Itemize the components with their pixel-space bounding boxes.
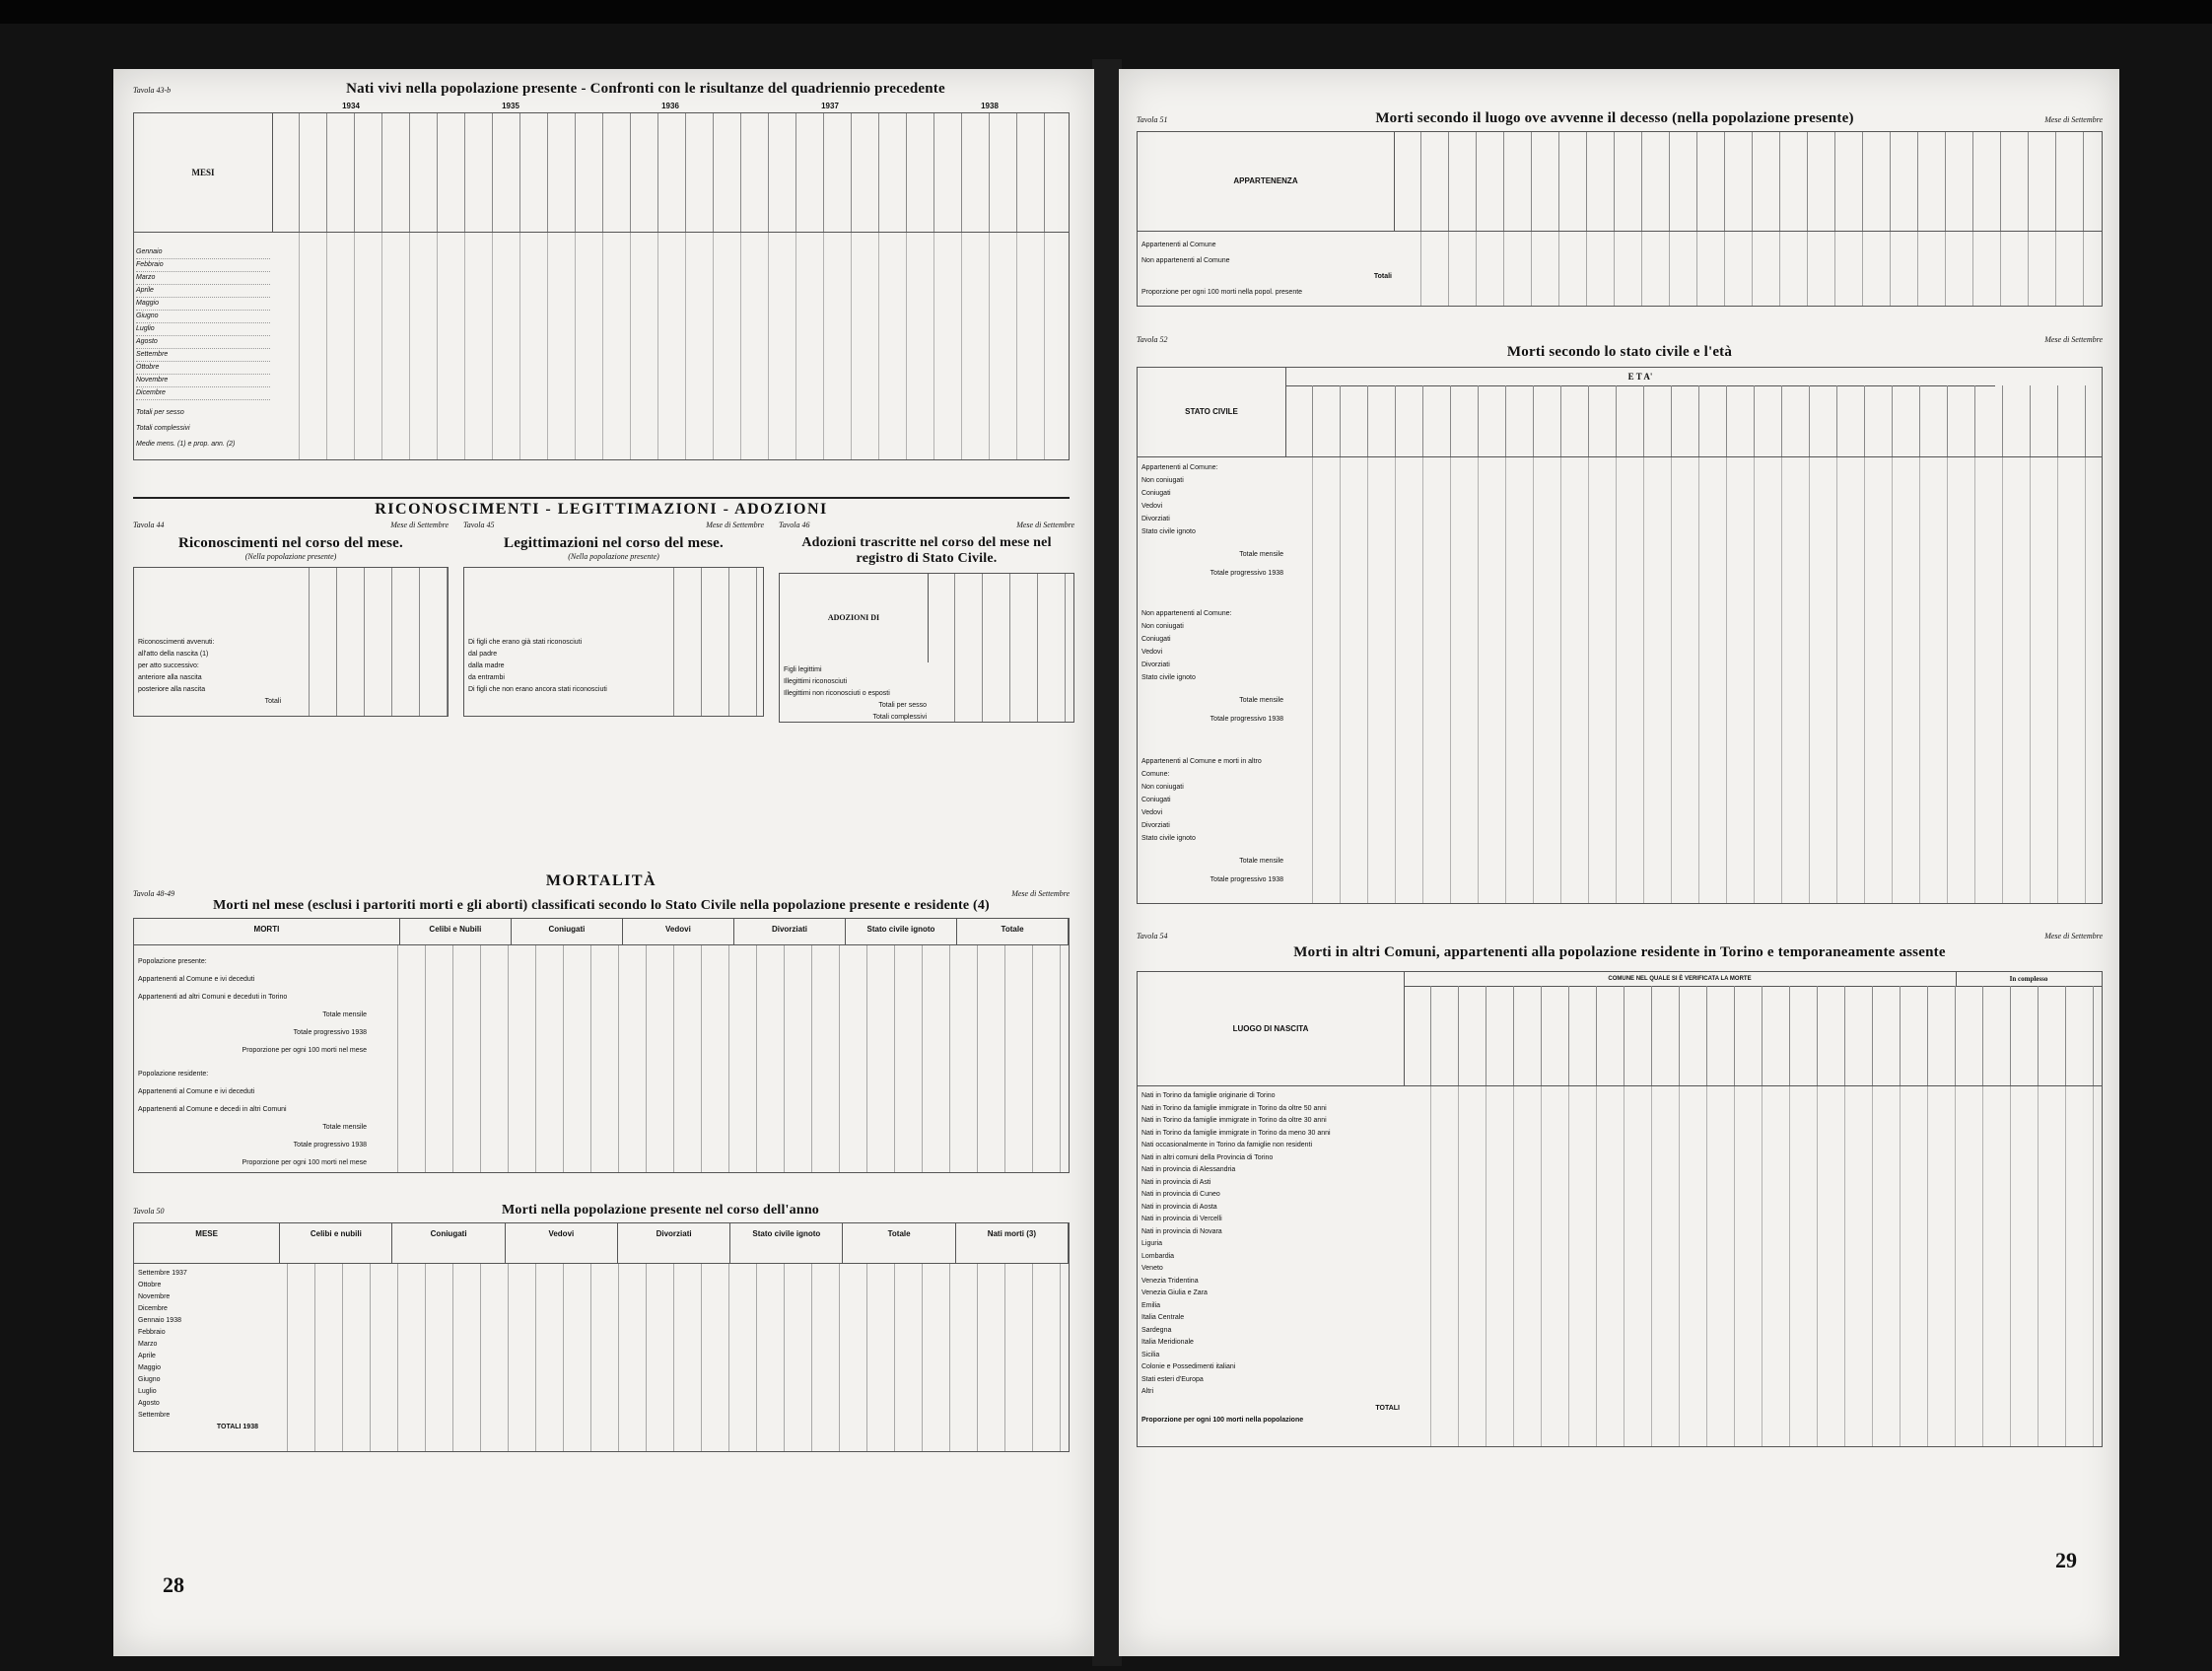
row-label: Nati in Torino da famiglie originarie di Torino bbox=[1141, 1092, 1276, 1099]
table-43b bbox=[133, 81, 1070, 460]
row-label: Non coniugati bbox=[1141, 623, 1184, 630]
row-labels bbox=[468, 637, 644, 696]
row-label: Totali bbox=[264, 698, 281, 705]
list-item: Marzo bbox=[138, 1341, 158, 1348]
col-head: Celibi e Nubili bbox=[400, 919, 512, 944]
row-label: Venezia Giulia e Zara bbox=[1141, 1289, 1208, 1296]
year-label: 1936 bbox=[661, 102, 679, 110]
row-label: Illegittimi non riconosciuti o esposti bbox=[784, 690, 890, 697]
table-54-body bbox=[1137, 1086, 2103, 1447]
table-48-49 bbox=[133, 889, 1070, 1173]
data-columns bbox=[1285, 457, 2102, 903]
list-item: Settembre bbox=[138, 1412, 171, 1419]
row-label: Totale progressivo 1938 bbox=[1210, 570, 1283, 577]
age-head: E T A' bbox=[1285, 368, 1995, 386]
table-title: Legittimazioni nel corso del mese. bbox=[503, 535, 724, 551]
list-item: Luglio bbox=[136, 323, 270, 336]
row-head: APPARTENENZA bbox=[1138, 132, 1395, 231]
list-item: Gennaio bbox=[136, 246, 270, 259]
row-label: Totale progressivo 1938 bbox=[1210, 716, 1283, 723]
table-52-body bbox=[1137, 457, 2103, 904]
year-label: 1935 bbox=[502, 102, 519, 110]
list-item: Giugno bbox=[138, 1376, 161, 1383]
row-label: Totali per sesso bbox=[878, 702, 927, 709]
table-subtitle: (Nella popolazione presente) bbox=[568, 552, 659, 561]
table-label: Tavola 43-b bbox=[133, 86, 172, 95]
row-label: Stato civile ignoto bbox=[1141, 674, 1196, 681]
year-label: 1938 bbox=[981, 102, 999, 110]
list-item: Maggio bbox=[138, 1364, 161, 1371]
row-label: Nati in provincia di Novara bbox=[1141, 1227, 1222, 1235]
row-head: MORTI bbox=[134, 919, 400, 944]
row-label: dalla madre bbox=[468, 662, 505, 669]
col-head: Nati morti (3) bbox=[956, 1223, 1069, 1263]
col-head: Stato civile ignoto bbox=[846, 919, 957, 944]
table-title: Adozioni trascritte nel corso del mese nel registro di Stato Civile. bbox=[801, 535, 1052, 566]
table-title: Morti secondo lo stato civile e l'età bbox=[1506, 344, 1733, 360]
row-label: Italia Centrale bbox=[1141, 1314, 1185, 1321]
year-label: 1937 bbox=[821, 102, 839, 110]
right-page bbox=[1119, 69, 2119, 1656]
row-label: Divorziati bbox=[1141, 822, 1170, 829]
table-45-body bbox=[463, 567, 764, 717]
row-label: Divorziati bbox=[1141, 516, 1170, 522]
list-item: Dicembre bbox=[136, 387, 270, 400]
row-label: Proporzione per ogni 100 morti nella popol. presente bbox=[1141, 289, 1303, 296]
row-label: Lombardia bbox=[1141, 1252, 1175, 1260]
list-item: Giugno bbox=[136, 311, 270, 323]
data-columns bbox=[647, 568, 763, 716]
table-51-body bbox=[1137, 232, 2103, 307]
row-label: posteriore alla nascita bbox=[138, 686, 206, 693]
row-label: Appartenenti ad altri Comuni e deceduti in Torino bbox=[138, 994, 288, 1001]
row-label: Coniugati bbox=[1141, 797, 1171, 803]
section-banner-mortalita: MORTALITÀ bbox=[545, 872, 657, 889]
group-c bbox=[1141, 755, 1283, 886]
row-label: Totale mensile bbox=[1239, 858, 1283, 865]
row-label: Proporzione per ogni 100 morti nel mese bbox=[242, 1159, 367, 1166]
data-columns bbox=[282, 568, 448, 716]
group-b bbox=[1141, 607, 1283, 726]
row-label: Illegittimi riconosciuti bbox=[784, 678, 848, 685]
table-44 bbox=[133, 521, 449, 717]
col-head: Vedovi bbox=[623, 919, 734, 944]
row-label: Sicilia bbox=[1141, 1351, 1160, 1358]
row-label: Stato civile ignoto bbox=[1141, 528, 1196, 535]
table-month: Mese di Settembre bbox=[706, 521, 764, 529]
row-label: da entrambi bbox=[468, 674, 505, 681]
rotated-header-columns bbox=[272, 113, 1069, 232]
table-46-body bbox=[779, 573, 1074, 723]
column-header-band bbox=[133, 1222, 1070, 1264]
row-label: Totale mensile bbox=[322, 1124, 367, 1131]
row-label: Nati in Torino da famiglie immigrate in Torino da meno 30 anni bbox=[1141, 1129, 1331, 1137]
row-label: Popolazione residente: bbox=[138, 1071, 209, 1078]
row-label: Nati in altri comuni della Provincia di Torino bbox=[1141, 1153, 1274, 1161]
table-month: Mese di Settembre bbox=[1016, 521, 1074, 529]
list-item: Settembre bbox=[136, 349, 270, 362]
table-44-body bbox=[133, 567, 449, 717]
table-48-49-body bbox=[133, 945, 1070, 1173]
col-head: Divorziati bbox=[734, 919, 846, 944]
list-item: Novembre bbox=[138, 1293, 171, 1300]
row-label: Altri bbox=[1141, 1388, 1154, 1395]
row-label: Totale mensile bbox=[1239, 551, 1283, 558]
table-title: Nati vivi nella popolazione presente - Confronti con le risultanze del quadriennio precedente bbox=[346, 81, 945, 97]
page-number: 28 bbox=[163, 1572, 184, 1597]
list-item: Aprile bbox=[136, 285, 270, 298]
table-label: Tavola 44 bbox=[133, 521, 165, 529]
row-label: Totali bbox=[1373, 273, 1392, 280]
table-54 bbox=[1137, 932, 2103, 1447]
row-labels-b bbox=[138, 1066, 367, 1172]
list-item: Febbraio bbox=[138, 1329, 166, 1336]
list-item: Agosto bbox=[136, 336, 270, 349]
total-label: Medie mens. (1) e prop. ann. (2) bbox=[136, 441, 236, 448]
table-title: Morti secondo il luogo ove avvenne il decesso (nella popolazione presente) bbox=[1375, 110, 1854, 126]
table-title: Morti in altri Comuni, appartenenti alla popolazione residente in Torino e temporaneamente assente bbox=[1293, 944, 1946, 960]
table-title: Riconoscimenti nel corso del mese. bbox=[177, 535, 403, 551]
list-item: Gennaio 1938 bbox=[138, 1317, 181, 1324]
table-label: Tavola 48-49 bbox=[133, 889, 175, 898]
data-columns bbox=[371, 945, 1069, 1172]
row-label: Figli legittimi bbox=[784, 666, 822, 673]
table-label: Tavola 51 bbox=[1137, 115, 1168, 124]
row-label: Colonie e Possedimenti italiani bbox=[1141, 1363, 1236, 1370]
column-header-band bbox=[1137, 367, 2103, 457]
row-label: Totale progressivo 1938 bbox=[293, 1142, 367, 1149]
column-header-band bbox=[133, 112, 1070, 233]
row-label: Totali complessivi bbox=[872, 714, 927, 721]
row-label: Appartenenti al Comune e ivi deceduti bbox=[138, 1088, 255, 1095]
row-label: Riconoscimenti avvenuti: bbox=[138, 639, 215, 646]
table-month: Mese di Settembre bbox=[2044, 335, 2103, 344]
row-labels bbox=[1141, 238, 1392, 301]
table-label: Tavola 52 bbox=[1137, 335, 1168, 344]
total-label: TOTALI 1938 bbox=[216, 1424, 258, 1430]
row-label: Coniugati bbox=[1141, 636, 1171, 643]
row-label: Totale mensile bbox=[1239, 697, 1283, 704]
row-label: Stato civile ignoto bbox=[1141, 835, 1196, 842]
group-label: Appartenenti al Comune: bbox=[1141, 464, 1218, 471]
row-label: Totale mensile bbox=[322, 1011, 367, 1018]
table-50-body bbox=[133, 1264, 1070, 1452]
row-label: Vedovi bbox=[1141, 649, 1163, 656]
row-label: Liguria bbox=[1141, 1240, 1163, 1247]
table-title: Morti nella popolazione presente nel corso dell'anno bbox=[501, 1203, 820, 1218]
col-head: Divorziati bbox=[618, 1223, 730, 1263]
section-banner: RICONOSCIMENTI - LEGITTIMAZIONI - ADOZIONI bbox=[133, 497, 1070, 519]
list-item: Agosto bbox=[138, 1400, 160, 1407]
col-head: Coniugati bbox=[392, 1223, 505, 1263]
table-month: Mese di Settembre bbox=[390, 521, 449, 529]
col-head: Totale bbox=[843, 1223, 955, 1263]
row-label: Venezia Tridentina bbox=[1141, 1277, 1199, 1285]
row-label: Non appartenenti al Comune bbox=[1141, 257, 1230, 264]
group-label: Non appartenenti al Comune: bbox=[1141, 610, 1232, 617]
group-label: Appartenenti al Comune e morti in altro Comune: bbox=[1141, 758, 1262, 778]
row-label: Sardegna bbox=[1141, 1326, 1172, 1334]
row-label: Italia Meridionale bbox=[1141, 1339, 1194, 1346]
row-label: Nati in provincia di Alessandria bbox=[1141, 1166, 1236, 1173]
page-number: 29 bbox=[2055, 1548, 2077, 1572]
column-header-band bbox=[133, 918, 1070, 945]
total-label: Totali per sesso bbox=[136, 409, 184, 416]
row-label: Totale progressivo 1938 bbox=[1210, 876, 1283, 883]
row-label: Appartenenti al Comune e ivi deceduti bbox=[138, 976, 255, 983]
list-item: Aprile bbox=[138, 1353, 156, 1359]
row-label: Proporzione per ogni 100 morti nel mese bbox=[242, 1047, 367, 1054]
row-head: STATO CIVILE bbox=[1138, 368, 1286, 456]
col-head: ADOZIONI DI bbox=[780, 574, 929, 662]
year-label: 1934 bbox=[342, 102, 360, 110]
table-45 bbox=[463, 521, 764, 717]
totals-labels bbox=[136, 405, 235, 453]
month-list bbox=[136, 246, 270, 400]
col-head: Coniugati bbox=[512, 919, 623, 944]
row-label: Stati esteri d'Europa bbox=[1141, 1375, 1204, 1383]
table-month: Mese di Settembre bbox=[2044, 932, 2103, 940]
col-head: Totale bbox=[957, 919, 1069, 944]
total-label: Totali complessivi bbox=[136, 425, 190, 432]
data-columns bbox=[1404, 1086, 2102, 1446]
table-subtitle: (Nella popolazione presente) bbox=[244, 552, 337, 561]
row-label: Nati in Torino da famiglie immigrate in Torino da oltre 30 anni bbox=[1141, 1117, 1327, 1124]
data-columns bbox=[1394, 232, 2102, 306]
data-columns bbox=[260, 1264, 1069, 1451]
row-label: Di figli che non erano ancora stati riconosciuti bbox=[468, 686, 607, 693]
list-item: Marzo bbox=[136, 272, 270, 285]
col-head: Stato civile ignoto bbox=[730, 1223, 843, 1263]
total-label: Proporzione per ogni 100 morti nella popolazione bbox=[1141, 1417, 1304, 1424]
row-head: LUOGO DI NASCITA bbox=[1138, 972, 1405, 1085]
row-label: Divorziati bbox=[1141, 661, 1170, 668]
rotated-header-columns bbox=[1394, 132, 2102, 231]
row-label: Veneto bbox=[1141, 1265, 1163, 1272]
data-columns bbox=[928, 574, 1073, 722]
total-label: TOTALI bbox=[1375, 1404, 1400, 1412]
table-title: Morti nel mese (esclusi i partoriti morti e gli aborti) classificati secondo lo Stato Civile nella popolazione presente e residente (4) bbox=[213, 898, 990, 913]
row-label: Di figli che erano già stati riconosciuti bbox=[468, 639, 583, 646]
list-item: Maggio bbox=[136, 298, 270, 311]
table-label: Tavola 54 bbox=[1137, 932, 1168, 940]
row-label: Appartenenti al Comune e decedi in altri Comuni bbox=[138, 1106, 287, 1113]
table-label: Tavola 45 bbox=[463, 521, 495, 529]
row-label: per atto successivo: bbox=[138, 662, 199, 669]
monthly-rows bbox=[133, 233, 1070, 460]
column-header-band bbox=[1137, 971, 2103, 1086]
row-labels-a bbox=[138, 953, 367, 1060]
list-item: Dicembre bbox=[138, 1305, 168, 1312]
row-label: Nati in provincia di Vercelli bbox=[1141, 1216, 1222, 1222]
row-label: Non coniugati bbox=[1141, 477, 1184, 484]
month-list bbox=[138, 1268, 258, 1433]
row-head: MESI bbox=[134, 113, 273, 232]
col-head: In complesso bbox=[1956, 972, 2102, 987]
row-label: all'atto della nascita (1) bbox=[138, 651, 209, 658]
left-page bbox=[113, 69, 1094, 1656]
row-labels bbox=[1141, 1090, 1400, 1427]
list-item: Ottobre bbox=[136, 362, 270, 375]
row-label: Appartenenti al Comune bbox=[1141, 242, 1216, 248]
group-a bbox=[1141, 461, 1283, 580]
list-item: Febbraio bbox=[136, 259, 270, 272]
row-label: Coniugati bbox=[1141, 490, 1171, 497]
row-labels bbox=[784, 664, 927, 724]
age-columns bbox=[1285, 385, 2102, 456]
book-gutter bbox=[1092, 59, 1122, 1666]
table-46 bbox=[779, 521, 1074, 723]
row-label: Nati in provincia di Aosta bbox=[1141, 1203, 1217, 1211]
row-labels bbox=[138, 637, 281, 708]
table-52 bbox=[1137, 335, 2103, 904]
table-51 bbox=[1137, 110, 2103, 307]
top-scanner-edge bbox=[0, 0, 2212, 24]
row-label: Vedovi bbox=[1141, 809, 1163, 816]
row-label: Totale progressivo 1938 bbox=[293, 1029, 367, 1036]
row-label: Emilia bbox=[1141, 1301, 1161, 1309]
row-label: Nati in Torino da famiglie immigrate in Torino da oltre 50 anni bbox=[1141, 1104, 1327, 1112]
row-label: anteriore alla nascita bbox=[138, 674, 202, 681]
table-label: Tavola 46 bbox=[779, 521, 810, 529]
row-label: Nati in provincia di Asti bbox=[1141, 1178, 1211, 1186]
row-label: Nati occasionalmente in Torino da famiglie non residenti bbox=[1141, 1142, 1313, 1149]
table-label: Tavola 50 bbox=[133, 1207, 165, 1216]
table-50 bbox=[133, 1203, 1070, 1452]
list-item: Novembre bbox=[136, 375, 270, 387]
row-label: Vedovi bbox=[1141, 503, 1163, 510]
list-item: Luglio bbox=[138, 1388, 157, 1395]
list-item: Ottobre bbox=[138, 1282, 162, 1288]
column-header-band bbox=[1137, 131, 2103, 232]
col-head: COMUNE NEL QUALE SI È VERIFICATA LA MORTE bbox=[1404, 972, 1957, 987]
row-label: Nati in provincia di Cuneo bbox=[1141, 1191, 1220, 1198]
row-head: MESE bbox=[134, 1223, 280, 1263]
col-head: Celibi e nubili bbox=[280, 1223, 392, 1263]
year-header-row bbox=[133, 102, 1070, 110]
row-label: dal padre bbox=[468, 651, 498, 658]
table-month: Mese di Settembre bbox=[2044, 115, 2103, 124]
row-label: Popolazione presente: bbox=[138, 958, 207, 965]
row-label: Non coniugati bbox=[1141, 784, 1184, 791]
list-item: Settembre 1937 bbox=[138, 1270, 187, 1277]
data-columns bbox=[272, 233, 1069, 459]
table-month: Mese di Settembre bbox=[1011, 889, 1070, 898]
rotated-header-columns bbox=[1404, 986, 2102, 1085]
col-head: Vedovi bbox=[506, 1223, 618, 1263]
